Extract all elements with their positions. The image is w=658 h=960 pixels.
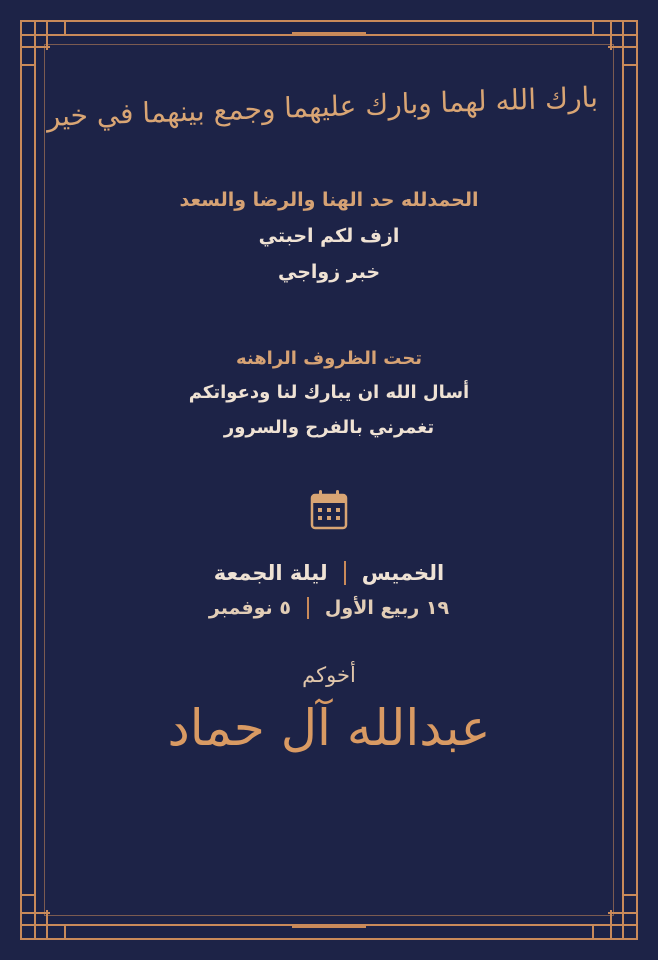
- date-hijri: ١٩ ربيع الأول: [324, 596, 450, 619]
- intro-line-3: خبر زواجي: [277, 261, 381, 284]
- body-block: [60, 342, 598, 445]
- blessing-calligraphy: بارك الله لهما وبارك عليهما وجمع بينهما في خير: [46, 80, 599, 133]
- body-line-2: أسال الله ان يبارك لنا ودعواتكم: [188, 382, 470, 404]
- calendar-icon-wrap: [60, 489, 598, 531]
- invitation-content: [46, 56, 599, 904]
- calendar-icon: [309, 489, 349, 531]
- edge-ornament-top: [292, 32, 366, 34]
- date-separator-icon: [344, 561, 346, 585]
- date-row-secondary: [60, 597, 598, 619]
- intro-line-1: الحمدلله حد الهنا والرضا والسعد: [179, 189, 479, 211]
- date-separator-icon-2: [307, 597, 309, 619]
- edge-ornament-bottom: [292, 926, 366, 928]
- date-eve: ليلة الجمعة: [213, 560, 328, 585]
- body-line-3: تغمرني بالفرح والسرور: [223, 416, 435, 438]
- date-day-name: الخميس: [361, 560, 445, 585]
- date-gregorian: ٥ نوفمبر: [208, 596, 291, 619]
- body-line-1: تحت الظروف الراهنه: [235, 348, 423, 370]
- intro-block: [60, 182, 598, 290]
- date-row-primary: [60, 561, 598, 585]
- signature-label: أخوكم: [302, 662, 356, 687]
- signature-name: عبدالله آل حماد: [167, 698, 491, 757]
- intro-line-2: ازف لكم احبتي: [258, 225, 400, 248]
